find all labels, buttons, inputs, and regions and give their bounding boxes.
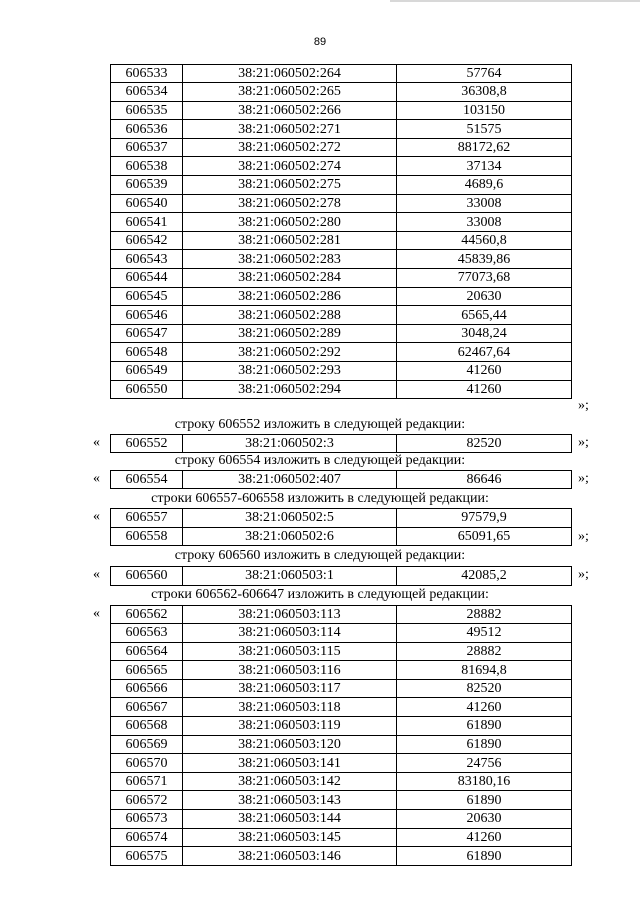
value-cell: 24756 (397, 754, 572, 773)
register-table (110, 64, 572, 400)
value-cell: 61890 (397, 847, 572, 866)
row-number-cell: 606545 (111, 287, 183, 306)
table-row (111, 213, 572, 232)
cadastral-number-cell: 38:21:060502:283 (183, 250, 397, 269)
cadastral-number-cell: 38:21:060503:141 (183, 754, 397, 773)
value-cell: 88172,62 (397, 138, 572, 157)
row-number-cell: 606565 (111, 661, 183, 680)
table-row (111, 828, 572, 847)
cadastral-number-cell: 38:21:060503:118 (183, 698, 397, 717)
value-cell: 41260 (397, 828, 572, 847)
cadastral-number-cell: 38:21:060503:115 (183, 642, 397, 661)
row-number-cell: 606542 (111, 231, 183, 250)
table-row (111, 772, 572, 791)
table-row (111, 287, 572, 306)
row-number-cell: 606575 (111, 847, 183, 866)
row-number-cell: 606557 (111, 509, 183, 528)
table-row (111, 269, 572, 288)
register-table (110, 566, 572, 586)
row-number-cell: 606534 (111, 83, 183, 102)
table-row (111, 101, 572, 120)
cadastral-number-cell: 38:21:060502:274 (183, 157, 397, 176)
row-number-cell: 606537 (111, 138, 183, 157)
table-row (111, 735, 572, 754)
row-number-cell: 606541 (111, 213, 183, 232)
closing-quote: »; (578, 470, 589, 486)
value-cell: 61890 (397, 791, 572, 810)
row-number-cell: 606554 (111, 470, 183, 489)
value-cell: 6565,44 (397, 306, 572, 325)
value-cell: 61890 (397, 735, 572, 754)
cadastral-number-cell: 38:21:060502:5 (183, 509, 397, 528)
table-row (111, 791, 572, 810)
value-cell: 36308,8 (397, 83, 572, 102)
table-row (111, 509, 572, 528)
value-cell: 41260 (397, 380, 572, 399)
row-number-cell: 606539 (111, 176, 183, 195)
register-table (110, 508, 572, 546)
cadastral-number-cell: 38:21:060502:275 (183, 176, 397, 195)
opening-quote: « (93, 509, 100, 524)
amendment-instruction: строки 606557-606558 изложить в следующей редакции: (151, 491, 489, 506)
row-number-cell: 606571 (111, 772, 183, 791)
row-number-cell: 606544 (111, 269, 183, 288)
row-number-cell: 606572 (111, 791, 183, 810)
row-number-cell: 606548 (111, 343, 183, 362)
cadastral-number-cell: 38:21:060502:293 (183, 362, 397, 381)
value-cell: 82520 (397, 679, 572, 698)
value-cell: 65091,65 (397, 527, 572, 546)
row-number-cell: 606546 (111, 306, 183, 325)
value-cell: 28882 (397, 642, 572, 661)
value-cell: 51575 (397, 120, 572, 139)
value-cell: 41260 (397, 698, 572, 717)
row-number-cell: 606560 (111, 567, 183, 586)
row-number-cell: 606549 (111, 362, 183, 381)
value-cell: 82520 (397, 434, 572, 453)
row-number-cell: 606543 (111, 250, 183, 269)
register-table (110, 470, 572, 490)
row-number-cell: 606563 (111, 624, 183, 643)
table-row (111, 717, 572, 736)
table-row (111, 754, 572, 773)
value-cell: 103150 (397, 101, 572, 120)
row-number-cell: 606573 (111, 810, 183, 829)
cadastral-number-cell: 38:21:060502:288 (183, 306, 397, 325)
opening-quote: « (93, 567, 100, 582)
value-cell: 20630 (397, 810, 572, 829)
amendment-instruction: строки 606562-606647 изложить в следующей редакции: (151, 587, 489, 602)
table-row (111, 679, 572, 698)
row-number-cell: 606569 (111, 735, 183, 754)
row-number-cell: 606552 (111, 434, 183, 453)
row-number-cell: 606558 (111, 527, 183, 546)
table-row (111, 698, 572, 717)
table-row (111, 194, 572, 213)
register-table (110, 605, 572, 866)
row-number-cell: 606567 (111, 698, 183, 717)
cadastral-number-cell: 38:21:060503:113 (183, 605, 397, 624)
cadastral-number-cell: 38:21:060502:284 (183, 269, 397, 288)
cadastral-number-cell: 38:21:060503:145 (183, 828, 397, 847)
row-number-cell: 606566 (111, 679, 183, 698)
cadastral-number-cell: 38:21:060502:266 (183, 101, 397, 120)
value-cell: 41260 (397, 362, 572, 381)
row-number-cell: 606570 (111, 754, 183, 773)
table-row (111, 138, 572, 157)
cadastral-number-cell: 38:21:060503:1 (183, 567, 397, 586)
value-cell: 20630 (397, 287, 572, 306)
row-number-cell: 606535 (111, 101, 183, 120)
table-row (111, 567, 572, 586)
table-row (111, 470, 572, 489)
opening-quote: « (93, 605, 100, 621)
table-row (111, 343, 572, 362)
value-cell: 49512 (397, 624, 572, 643)
cadastral-number-cell: 38:21:060502:3 (183, 434, 397, 453)
cadastral-number-cell: 38:21:060502:292 (183, 343, 397, 362)
cadastral-number-cell: 38:21:060503:119 (183, 717, 397, 736)
cadastral-number-cell: 38:21:060502:294 (183, 380, 397, 399)
amendment-instruction: строку 606552 изложить в следующей редакции: (174, 417, 466, 432)
cadastral-number-cell: 38:21:060503:142 (183, 772, 397, 791)
closing-quote: »; (578, 567, 589, 582)
value-cell: 45839,86 (397, 250, 572, 269)
table-row (111, 250, 572, 269)
value-cell: 83180,16 (397, 772, 572, 791)
value-cell: 44560,8 (397, 231, 572, 250)
cadastral-number-cell: 38:21:060502:286 (183, 287, 397, 306)
row-number-cell: 606574 (111, 828, 183, 847)
cadastral-number-cell: 38:21:060502:271 (183, 120, 397, 139)
value-cell: 62467,64 (397, 343, 572, 362)
row-number-cell: 606550 (111, 380, 183, 399)
table-row (111, 661, 572, 680)
value-cell: 57764 (397, 64, 572, 83)
cadastral-number-cell: 38:21:060502:407 (183, 470, 397, 489)
cadastral-number-cell: 38:21:060502:6 (183, 527, 397, 546)
closing-quote: »; (578, 397, 589, 413)
amendment-instruction: строку 606554 изложить в следующей редакции: (174, 453, 466, 468)
row-number-cell: 606538 (111, 157, 183, 176)
row-number-cell: 606540 (111, 194, 183, 213)
value-cell: 4689,6 (397, 176, 572, 195)
cadastral-number-cell: 38:21:060502:280 (183, 213, 397, 232)
register-table (110, 434, 572, 454)
row-number-cell: 606533 (111, 64, 183, 83)
value-cell: 28882 (397, 605, 572, 624)
table-row (111, 157, 572, 176)
row-number-cell: 606564 (111, 642, 183, 661)
closing-quote: »; (578, 434, 589, 450)
value-cell: 97579,9 (397, 509, 572, 528)
row-number-cell: 606568 (111, 717, 183, 736)
amendment-instruction: строку 606560 изложить в следующей редакции: (174, 548, 466, 563)
cadastral-number-cell: 38:21:060503:117 (183, 679, 397, 698)
value-cell: 42085,2 (397, 567, 572, 586)
cadastral-number-cell: 38:21:060503:120 (183, 735, 397, 754)
cadastral-number-cell: 38:21:060503:146 (183, 847, 397, 866)
closing-quote: »; (578, 528, 589, 544)
cadastral-number-cell: 38:21:060502:272 (183, 138, 397, 157)
row-number-cell: 606562 (111, 605, 183, 624)
cadastral-number-cell: 38:21:060502:289 (183, 324, 397, 343)
row-number-cell: 606536 (111, 120, 183, 139)
table-row (111, 120, 572, 139)
cadastral-number-cell: 38:21:060503:144 (183, 810, 397, 829)
cadastral-number-cell: 38:21:060502:265 (183, 83, 397, 102)
top-edge-rule (390, 0, 640, 2)
table-row (111, 380, 572, 399)
cadastral-number-cell: 38:21:060502:278 (183, 194, 397, 213)
value-cell: 33008 (397, 213, 572, 232)
page-number: 89 (313, 36, 327, 48)
cadastral-number-cell: 38:21:060503:143 (183, 791, 397, 810)
value-cell: 37134 (397, 157, 572, 176)
table-row (111, 306, 572, 325)
table-row (111, 64, 572, 83)
table-row (111, 527, 572, 546)
cadastral-number-cell: 38:21:060502:281 (183, 231, 397, 250)
table-row (111, 362, 572, 381)
value-cell: 61890 (397, 717, 572, 736)
table-row (111, 642, 572, 661)
value-cell: 77073,68 (397, 269, 572, 288)
row-number-cell: 606547 (111, 324, 183, 343)
table-row (111, 605, 572, 624)
opening-quote: « (93, 434, 100, 450)
cadastral-number-cell: 38:21:060502:264 (183, 64, 397, 83)
value-cell: 86646 (397, 470, 572, 489)
table-row (111, 231, 572, 250)
value-cell: 33008 (397, 194, 572, 213)
value-cell: 81694,8 (397, 661, 572, 680)
table-row (111, 324, 572, 343)
table-row (111, 83, 572, 102)
table-row (111, 434, 572, 453)
cadastral-number-cell: 38:21:060503:116 (183, 661, 397, 680)
cadastral-number-cell: 38:21:060503:114 (183, 624, 397, 643)
value-cell: 3048,24 (397, 324, 572, 343)
table-row (111, 624, 572, 643)
table-row (111, 810, 572, 829)
table-row (111, 176, 572, 195)
opening-quote: « (93, 470, 100, 486)
table-row (111, 847, 572, 866)
